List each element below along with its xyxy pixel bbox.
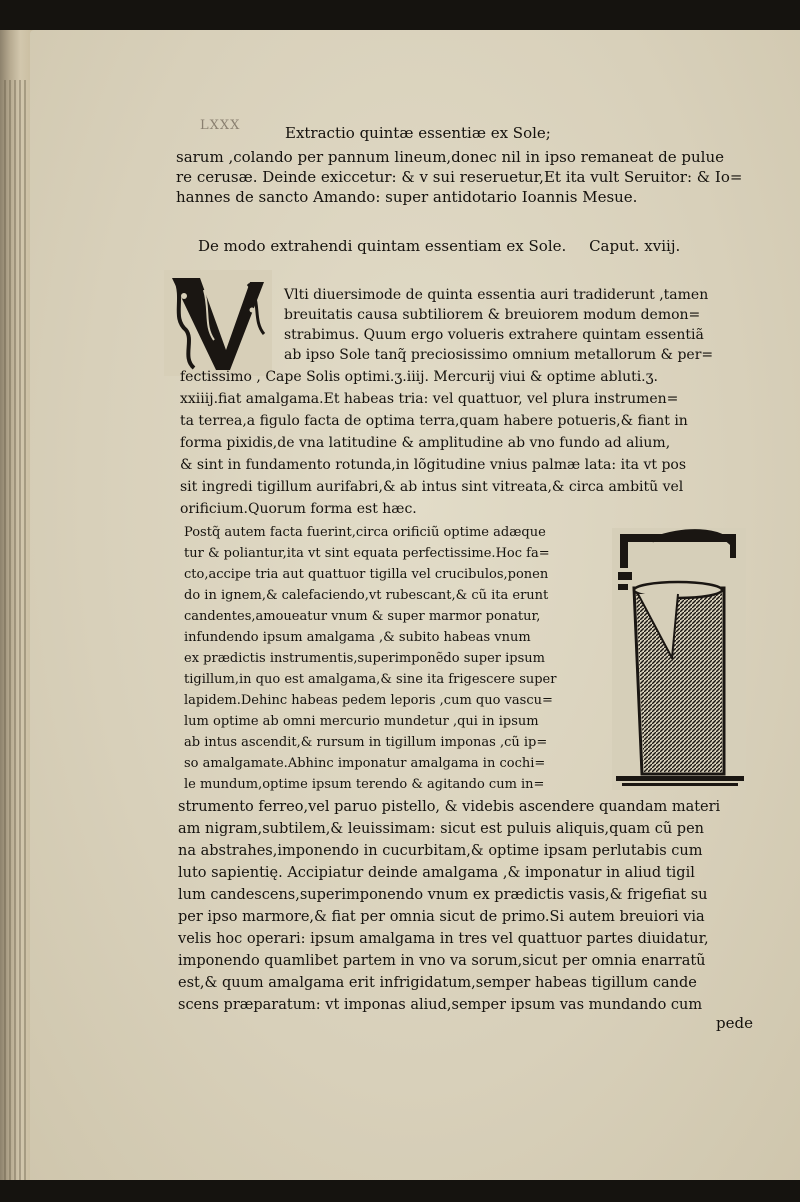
text-line: le mundum,optime ipsum terendo & agitando cum in= [184, 777, 545, 792]
text-line: sit ingredi tigillum aurifabri,& ab intus sint vitreata,& circa ambitũ vel [180, 479, 684, 495]
text-line: Vlti diuersimode de quinta essentia auri tradiderunt ,tamen [284, 287, 709, 303]
text-line: hannes de sancto Amando: super antidotario Ioannis Mesue. [176, 188, 638, 206]
text-line: strabimus. Quum ergo volueris extrahere quintam essentiã [284, 327, 704, 343]
folio-number: LXXX [200, 118, 241, 133]
chapter-heading [198, 237, 680, 255]
running-header: Extractio quintæ essentiæ ex Sole; [285, 124, 551, 142]
text-line: fectissimo , Cape Solis optimi.ʒ.iiij. Mercurij viui & optime abluti.ʒ. [180, 369, 658, 385]
text-line: Postq̃ autem facta fuerint,circa orificiũ optime adæque [184, 525, 546, 540]
chapter-label: Caput. xviij. [589, 237, 681, 255]
text-line: cto,accipe tria aut quattuor tigilla vel crucibulos,ponen [184, 567, 549, 582]
text-line: per ipso marmore,& fiat per omnia sicut de primo.Si autem breuiori via [178, 909, 705, 925]
page-edges [4, 80, 28, 1180]
text-line: ta terrea,a figulo facta de optima terra,quam habere potueris,& fiant in [180, 413, 688, 429]
text-line: imponendo quamlibet partem in vno va sorum,sicut per omnia enarratũ [178, 953, 706, 969]
text-line: est,& quum amalgama erit infrigidatum,semper habeas tigillum cande [178, 975, 697, 991]
text-line: do in ignem,& calefaciendo,vt rubescant,& cũ ita erunt [184, 588, 549, 603]
text-line: sarum ,colando per pannum lineum,donec nil in ipso remaneat de pulue [176, 148, 725, 166]
decorated-initial-v [164, 270, 272, 376]
page-top-edge [0, 0, 800, 34]
text-line: ex prædictis instrumentis,superimponẽdo super ipsum [184, 651, 545, 666]
text-line: xxiiij.fiat amalgama.Et habeas tria: vel quattuor, vel plura instrumen= [180, 391, 679, 407]
text-line: am nigram,subtilem,& leuissimam: sicut est puluis aliquis,quam cũ pen [178, 821, 705, 837]
text-line: & sint in fundamento rotunda,in lõgitudine vnius palmæ lata: ita vt pos [180, 457, 687, 473]
text-line: so amalgamate.Abhinc imponatur amalgama in cochi= [184, 756, 546, 771]
text-line: orificium.Quorum forma est hæc. [180, 501, 417, 517]
page-bottom-edge [0, 1180, 800, 1202]
text-line: re cerusæ. Deinde exiccetur: & v sui reseruetur,Et ita vult Seruitor: & Io= [176, 168, 743, 186]
text-line: velis hoc operari: ipsum amalgama in tres vel quattuor partes diuidatur, [178, 931, 709, 947]
text-line: candentes,amoueatur vnum & super marmor ponatur, [184, 609, 541, 624]
text-line: luto sapientię. Accipiatur deinde amalgama ,& imponatur in aliud tigil [178, 865, 695, 881]
text-line: tur & poliantur,ita vt sint equata perfectissime.Hoc fa= [184, 546, 550, 561]
book-spine [0, 30, 34, 1185]
text-line: lum candescens,superimponendo vnum ex prædictis vasis,& frigefiat su [178, 887, 708, 903]
text-line: scens præparatum: vt imponas aliud,semper ipsum vas mundando cum [178, 997, 703, 1013]
text-line: infundendo ipsum amalgama ,& subito habeas vnum [184, 630, 531, 645]
text-line: lum optime ab omni mercurio mundetur ,qui in ipsum [184, 714, 539, 729]
text-line: strumento ferreo,vel paruo pistello, & videbis ascendere quandam materi [178, 799, 721, 815]
text-line: ab ipso Sole tanq̃ preciosissimo omnium metallorum & per= [284, 347, 714, 363]
text-line: tigillum,in quo est amalgama,& sine ita frigescere super [184, 672, 557, 687]
text-line: ab intus ascendit,& rursum in tigillum imponas ,cũ ip= [184, 735, 548, 750]
catchword: pede [716, 1014, 753, 1032]
vessel-woodcut-illustration [612, 528, 746, 790]
text-line: forma pixidis,de vna latitudine & amplitudine ab vno fundo ad alium, [180, 435, 671, 451]
text-line: breuitatis causa subtiliorem & breuiorem modum demon= [284, 307, 701, 323]
text-line: lapidem.Dehinc habeas pedem leporis ,cum quo vascu= [184, 693, 553, 708]
text-line: na abstrahes,imponendo in cucurbitam,& optime ipsam perlutabis cum [178, 843, 703, 859]
chapter-title: De modo extrahendi quintam essentiam ex Sole. [198, 237, 567, 255]
